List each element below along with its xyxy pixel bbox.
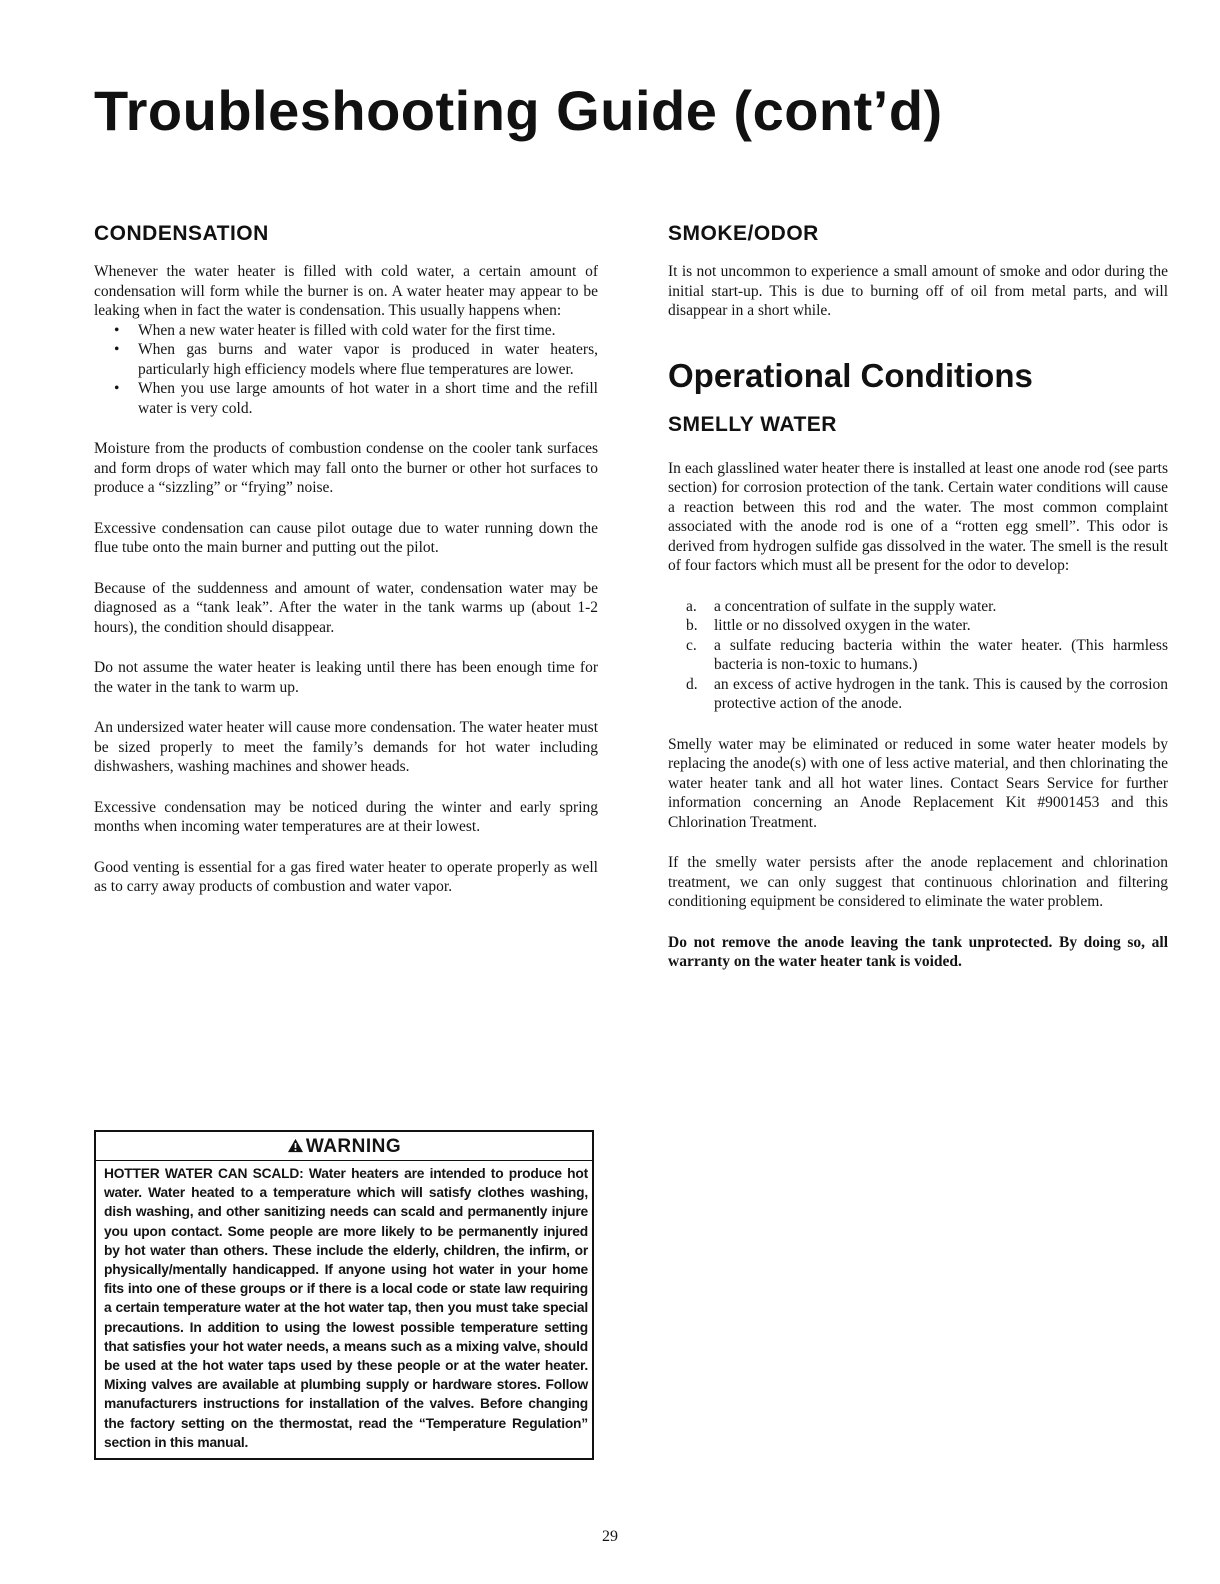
warning-text: HOTTER WATER CAN SCALD: Water heaters are intended to produce hot water. Water heated to a temperature which will satisfy clothes washing, dish washing, and other sanitizing needs can scald and permanently injure you upon contact. Some people are more likely to be permanently injured by hot water than others. These include the elderly, children, the infirm, or physically/mentally handicapped. If anyone using hot water in your home fits into one of these groups or if there is a local code or state law requiring a certain temperature water at the hot water tap, then you must take special precautions. In addition to using the lowest possible temperature setting that satisfies your hot water needs, a means such as a mixing valve, should be used at the hot water taps used by these people or at the water heater. Mixing valves are available at plumbing supply or hardware stores. Follow manufacturers instructions for installation of the valves. Before changing the factory setting on the thermostat, read the “Temperature Regulation” section in this manual.	[104, 1166, 588, 1450]
list-item	[686, 616, 1168, 636]
operational-conditions-title: Operational Conditions	[668, 356, 1033, 394]
condensation-paragraph: Moisture from the products of combustion condense on the cooler tank surfaces and form drops of water which may fall onto the burner or other hot surfaces to produce a “sizzling” or “frying” noise.	[94, 440, 598, 496]
page-number: 29	[602, 1528, 618, 1545]
warning-header	[96, 1136, 592, 1161]
list-item	[686, 675, 1168, 714]
factor-letter: d.	[686, 675, 698, 693]
left-column	[94, 222, 598, 918]
warning-triangle-icon	[287, 1138, 304, 1153]
condensation-bullet-list	[94, 321, 598, 419]
smelly-water-intro: In each glasslined water heater there is installed at least one anode rod (see parts section) for corrosion protection of the tank. Certain water conditions will cause a reaction between this rod and the water. The most common complaint associated with the anode rod is one of a “rotten egg smell”. This odor is derived from hydrogen sulfide gas dissolved in the water. The smell is the result of four factors which must all be present for the odor to develop:	[668, 459, 1168, 574]
condensation-paragraph: Do not assume the water heater is leaking until there has been enough time for the water in the tank to warm up.	[94, 659, 598, 696]
condensation-paragraph: Excessive condensation can cause pilot outage due to water running down the flue tube onto the main burner and putting out the pilot.	[94, 519, 598, 556]
condensation-paragraph: Because of the suddenness and amount of water, condensation water may be diagnosed as a “tank leak”. After the water in the tank warms up (about 1-2 hours), the condition should disappear.	[94, 579, 598, 636]
warning-box	[94, 1130, 594, 1460]
factor-letter: a.	[686, 597, 697, 615]
smelly-water-remedy-paragraph: Smelly water may be eliminated or reduced in some water heater models by replacing the anode(s) with one of less active material, and then chlorinating the water heater tank and all hot water lines. Contact Sears Service for further information concerning an Anode Replacement Kit #9001453 and this Chlorination Treatment.	[668, 735, 1168, 831]
page-title: Troubleshooting Guide (cont’d)	[94, 79, 943, 142]
list-item	[686, 636, 1168, 675]
warning-label: WARNING	[305, 1136, 402, 1157]
factor-text: an excess of active hydrogen in the tank. This is caused by the corrosion protective action of the anode.	[714, 675, 1168, 712]
smoke-odor-paragraph: It is not uncommon to experience a small amount of smoke and odor during the initial start-up. This is due to burning off of oil from metal parts, and will disappear in a short while.	[668, 263, 1168, 319]
condensation-paragraph: Good venting is essential for a gas fired water heater to operate properly as well as to carry away products of combustion and water vapor.	[94, 858, 598, 895]
list-item: • When a new water heater is filled with cold water for the first time.	[114, 321, 598, 341]
factor-text: a concentration of sulfate in the supply water.	[714, 597, 997, 615]
smelly-water-persists-paragraph: If the smelly water persists after the anode replacement and chlorination treatment, we can only suggest that continuous chlorination and filtering conditioning equipment be considered to eliminate the water problem.	[668, 854, 1168, 910]
condensation-paragraph: An undersized water heater will cause more condensation. The water heater must be sized properly to meet the family’s demands for hot water including dishwashers, washing machines and shower heads.	[94, 719, 598, 775]
list-item: • When gas burns and water vapor is produced in water heaters, particularly high efficiency models where flue temperatures are lower.	[114, 340, 598, 379]
list-item	[686, 597, 1168, 617]
condensation-paragraph: Excessive condensation may be noticed during the winter and early spring months when incoming water temperatures are at their lowest.	[94, 798, 598, 835]
list-item: • When you use large amounts of hot water in a short time and the refill water is very cold.	[114, 379, 598, 418]
factor-text: a sulfate reducing bacteria within the water heater. (This harmless bacteria is non-toxic to humans.)	[714, 636, 1168, 673]
factor-letter: c.	[686, 636, 697, 654]
condensation-intro: Whenever the water heater is filled with cold water, a certain amount of condensation will form while the burner is on. A water heater may appear to be leaking when in fact the water is condensation. This usually happens when:	[94, 263, 598, 319]
factor-letter: b.	[686, 617, 698, 634]
odor-factors-list	[668, 597, 1168, 714]
smoke-odor-heading: SMOKE/ODOR	[668, 222, 819, 245]
right-column	[668, 222, 1168, 993]
factor-text: little or no dissolved oxygen in the water.	[714, 617, 971, 634]
smelly-water-heading: SMELLY WATER	[668, 412, 837, 436]
condensation-heading: CONDENSATION	[94, 222, 269, 245]
anode-warning-note: Do not remove the anode leaving the tank unprotected. By doing so, all warranty on the water heater tank is voided.	[668, 933, 1168, 970]
